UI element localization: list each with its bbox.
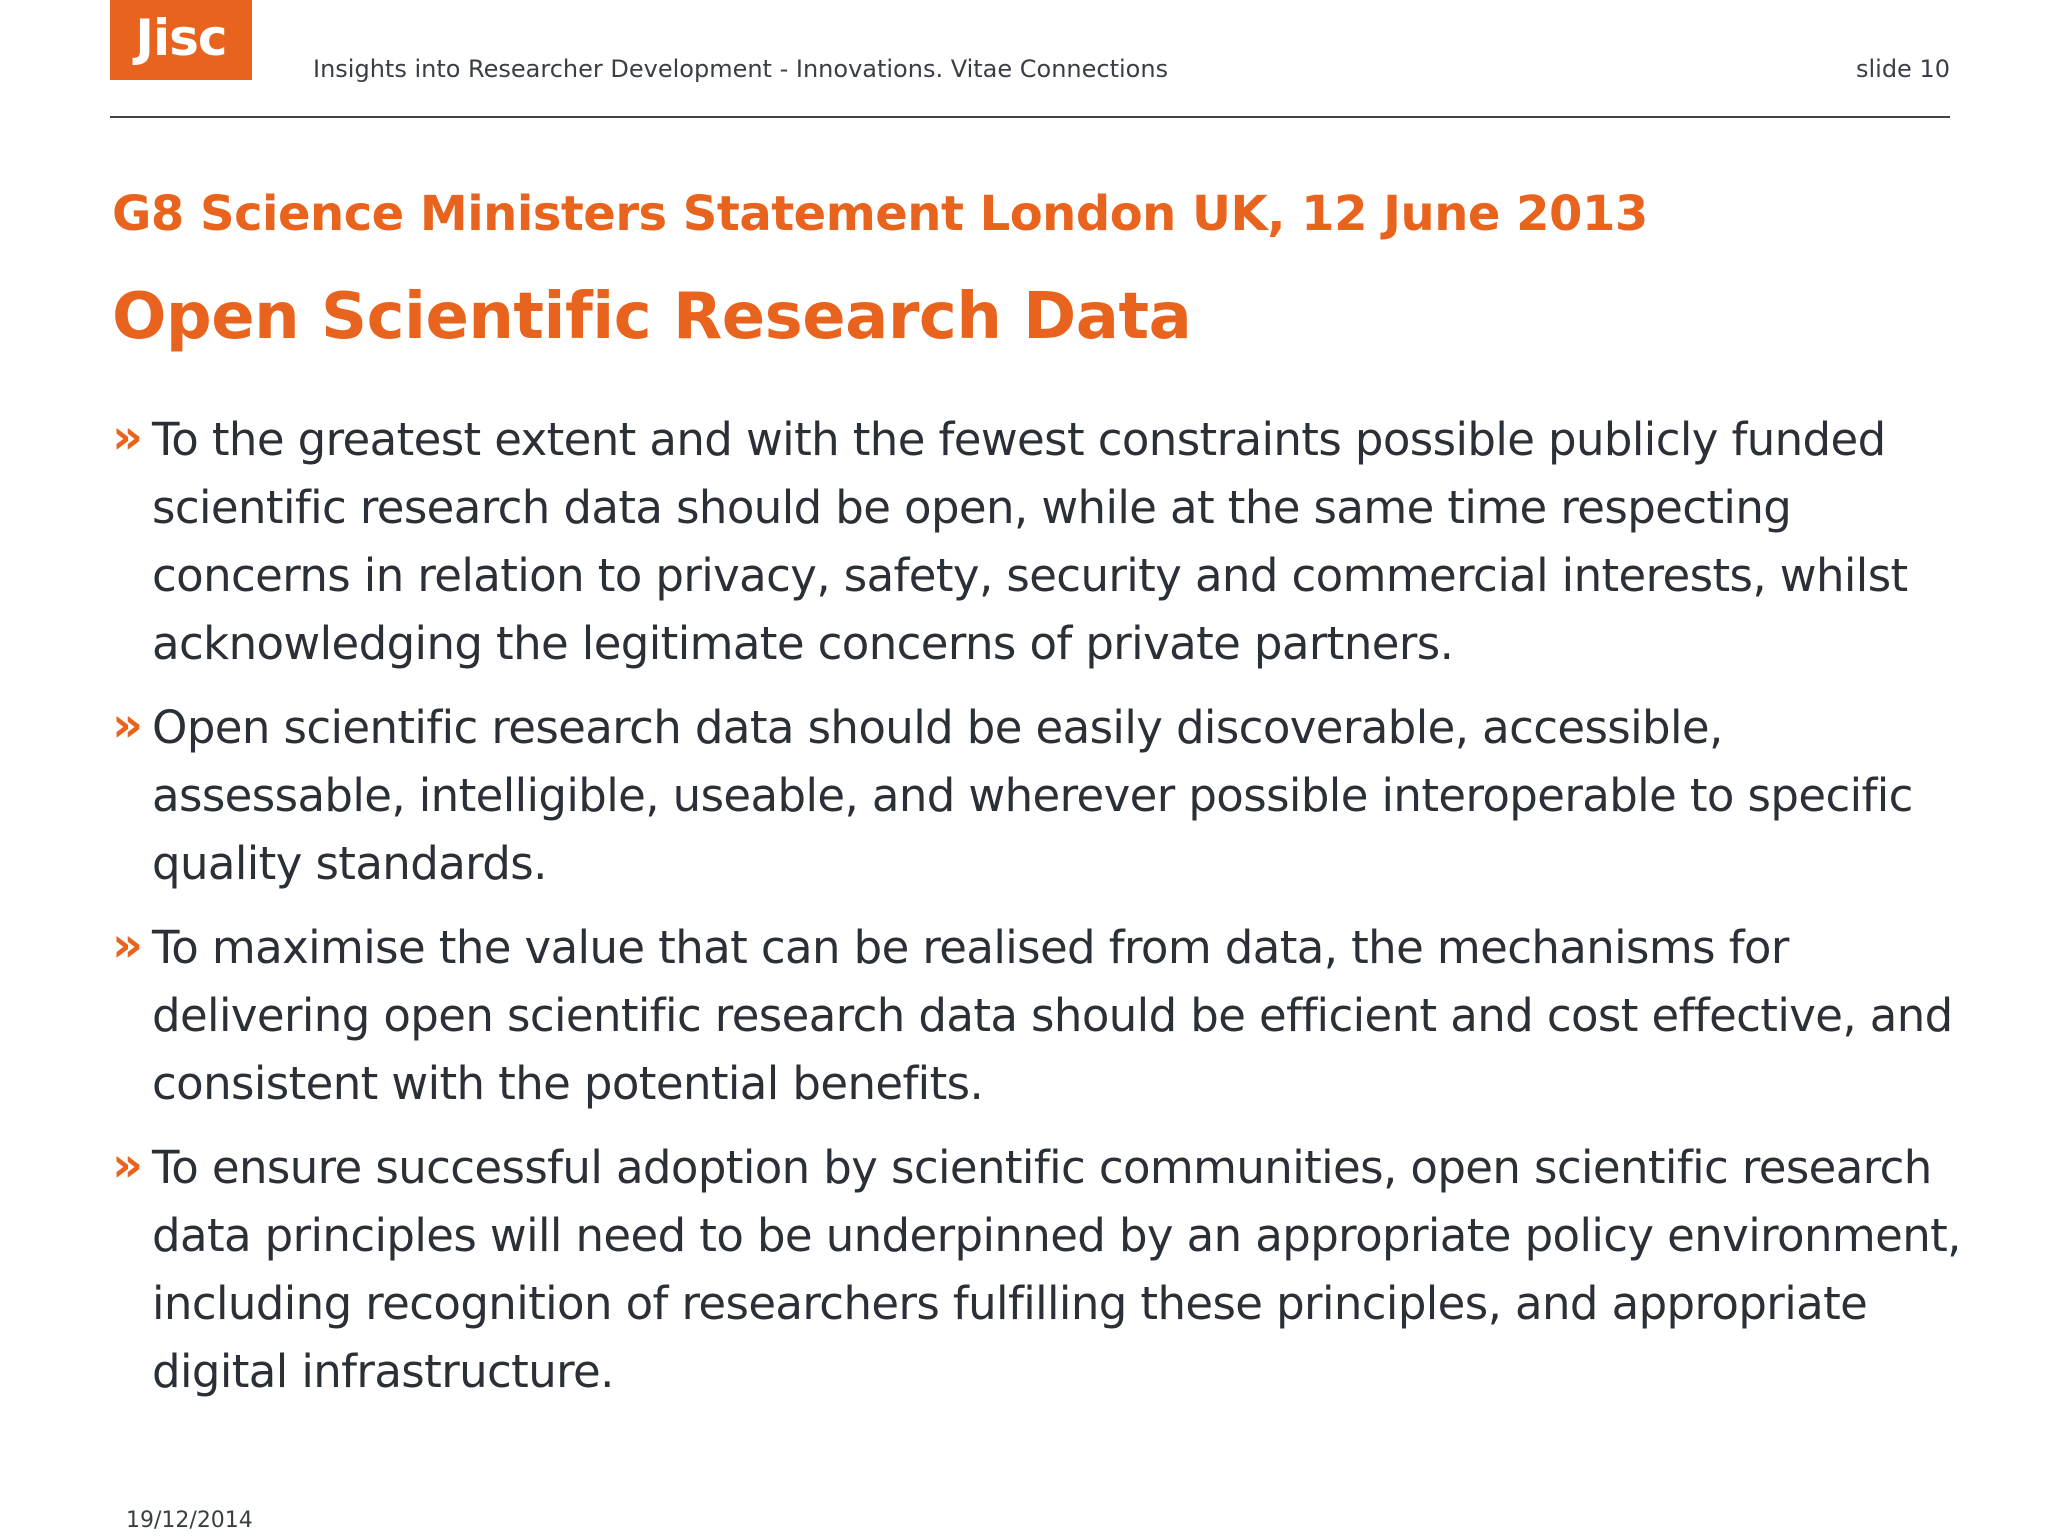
chevron-right-icon: »: [112, 697, 143, 753]
logo-text: Jisc: [135, 9, 227, 67]
header-title: Insights into Researcher Development - Innovations. Vitae Connections: [313, 55, 1169, 83]
chevron-right-icon: »: [112, 409, 143, 465]
bullet-text: To maximise the value that can be realised from data, the mechanisms for delivering open scientific research data should be efficient and cost effective, and consistent with the potential benefits.: [152, 921, 1953, 1110]
chevron-right-icon: »: [112, 1137, 143, 1193]
slide-title: Open Scientific Research Data: [112, 280, 1192, 354]
slide-number: slide 10: [1855, 55, 1950, 83]
bullet-text: To ensure successful adoption by scientific communities, open scientific research data principles will need to be underpinned by an appropriate policy environment, including recognition of researchers fulfilling these principles, and appropriate digital infrastructure.: [152, 1141, 1961, 1398]
bullet-item: [112, 694, 1972, 898]
bullet-list: [112, 406, 1972, 1422]
bullet-text: Open scientific research data should be easily discoverable, accessible, assessable, intelligible, useable, and wherever possible interoperable to specific quality standards.: [152, 701, 1913, 890]
bullet-item: [112, 1134, 1972, 1406]
chevron-right-icon: »: [112, 917, 143, 973]
bullet-item: [112, 914, 1972, 1118]
footer-date: 19/12/2014: [126, 1508, 253, 1533]
jisc-logo: [110, 0, 252, 80]
bullet-text: To the greatest extent and with the fewest constraints possible publicly funded scientific research data should be open, while at the same time respecting concerns in relation to privacy, safety, security and commercial interests, whilst acknowledging the legitimate concerns of private partners.: [152, 413, 1908, 670]
bullet-item: [112, 406, 1972, 678]
header-divider: [110, 116, 1950, 118]
slide-subtitle: G8 Science Ministers Statement London UK, 12 June 2013: [112, 186, 1648, 242]
